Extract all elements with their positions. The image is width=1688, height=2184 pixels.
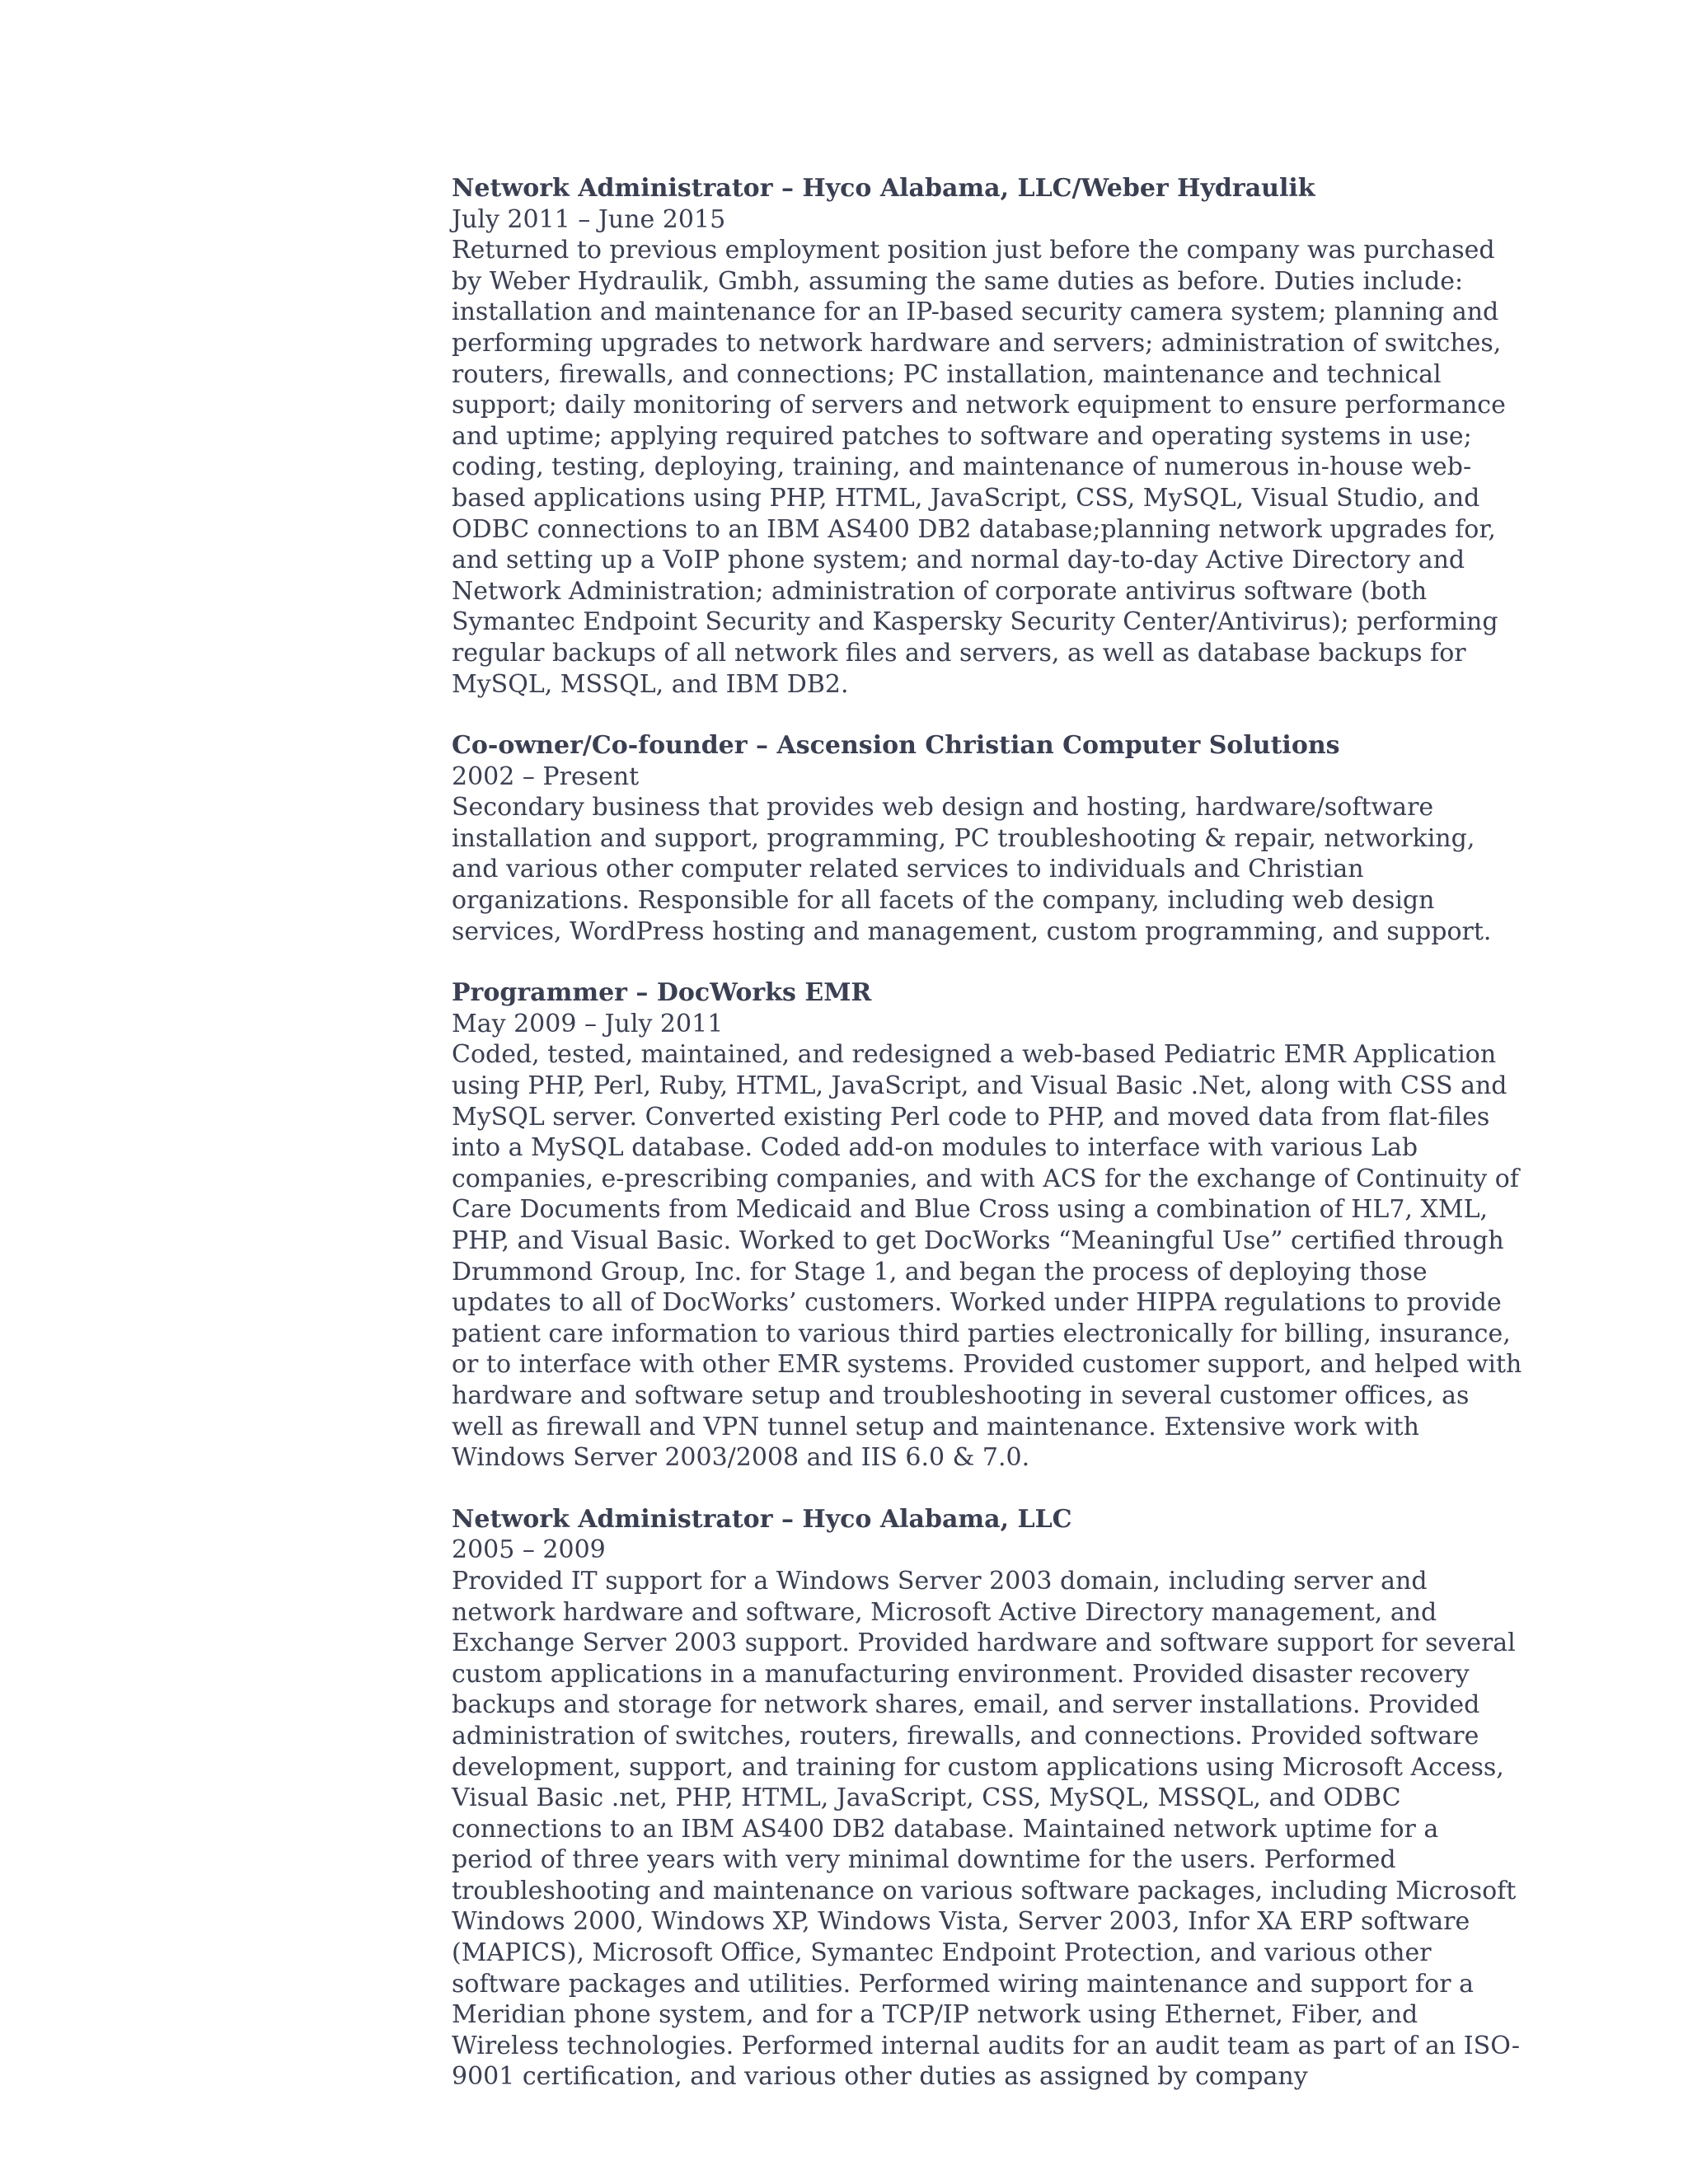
job-entry-hyco [452,1504,1523,2093]
job-title: Network Administrator – Hyco Alabama, LLC [452,1504,1072,1534]
job-description: Returned to previous employment position just before the company was purchased by Weber Hydraulik, Gmbh, assuming the same duties as before. Duties include: installation and maintenance for an IP-based security camera system; planning and performing upgrades to network hardware and servers; administration of switches, routers, firewalls, and connections; PC installation, maintenance and technical support; daily monitoring of servers and network equipment to ensure performance and uptime; applying required patches to software and operating systems in use; coding, testing, deploying, training, and maintenance of numerous in-house web-based applications using PHP, HTML, JavaScript, CSS, MySQL, Visual Studio, and ODBC connections to an IBM AS400 DB2 database;planning network upgrades for, and setting up a VoIP phone system; and normal day-to-day Active Directory and Network Administration; administration of corporate antivirus software (both Symantec Endpoint Security and Kaspersky Security Center/Antivirus); performing regular backups of all network files and servers, as well as database backups for MySQL, MSSQL, and IBM DB2. [452,236,1506,699]
job-entry-ascension [452,730,1523,947]
job-dates: 2002 – Present [452,762,640,791]
job-title: Programmer – DocWorks EMR [452,978,872,1008]
resume-page [452,173,1523,2123]
job-dates: May 2009 – July 2011 [452,1009,724,1038]
job-description: Provided IT support for a Windows Server 2003 domain, including server and network hardware and software, Microsoft Active Directory management, and Exchange Server 2003 support. Provided hardware and software support for several custom applications in a manufacturing environment. Provided disaster recovery backups and storage for network shares, email, and server installations. Provided administration of switches, routers, firewalls, and connections. Provided software development, support, and training for custom applications using Microsoft Access, Visual Basic .net, PHP, HTML, JavaScript, CSS, MySQL, MSSQL, and ODBC connections to an IBM AS400 DB2 database. Maintained network uptime for a period of three years with very minimal downtime for the users. Performed troubleshooting and maintenance on various software packages, including Microsoft Windows 2000, Windows XP, Windows Vista, Server 2003, Infor XA ERP software (MAPICS), Microsoft Office, Symantec Endpoint Protection, and various other software packages and utilities. Performed wiring maintenance and support for a Meridian phone system, and for a TCP/IP network using Ethernet, Fiber, and Wireless technologies. Performed internal audits for an audit team as part of an ISO-9001 certification, and various other duties as assigned by company [452,1566,1521,2092]
job-title: Co-owner/Co-founder – Ascension Christian Computer Solutions [452,731,1340,761]
job-dates: July 2011 – June 2015 [452,204,726,234]
job-title: Network Administrator – Hyco Alabama, LLC/Weber Hydraulik [452,174,1315,203]
job-entry-docworks [452,977,1523,1474]
job-dates: 2005 – 2009 [452,1535,606,1565]
job-description: Secondary business that provides web design and hosting, hardware/software installation and support, programming, PC troubleshooting & repair, networking, and various other computer related services to individuals and Christian organizations. Responsible for all facets of the company, including web design services, WordPress hosting and management, custom programming, and support. [452,793,1492,946]
job-entry-hyco-weber [452,173,1523,700]
job-description: Coded, tested, maintained, and redesigned a web-based Pediatric EMR Application using PHP, Perl, Ruby, HTML, JavaScript, and Visual Basic .Net, along with CSS and MySQL server. Converted existing Perl code to PHP, and moved data from flat-files into a MySQL database. Coded add-on modules to interface with various Lab companies, e-prescribing companies, and with ACS for the exchange of Continuity of Care Documents from Medicaid and Blue Cross using a combination of HL7, XML, PHP, and Visual Basic. Worked to get DocWorks “Meaningful Use” certified through Drummond Group, Inc. for Stage 1, and began the process of deploying those updates to all of DocWorks’ customers. Worked under HIPPA regulations to provide patient care information to various third parties electronically for billing, insurance, or to interface with other EMR systems. Provided customer support, and helped with hardware and software setup and troubleshooting in several customer offices, as well as firewall and VPN tunnel setup and maintenance. Extensive work with Windows Server 2003/2008 and IIS 6.0 & 7.0. [452,1040,1522,1473]
